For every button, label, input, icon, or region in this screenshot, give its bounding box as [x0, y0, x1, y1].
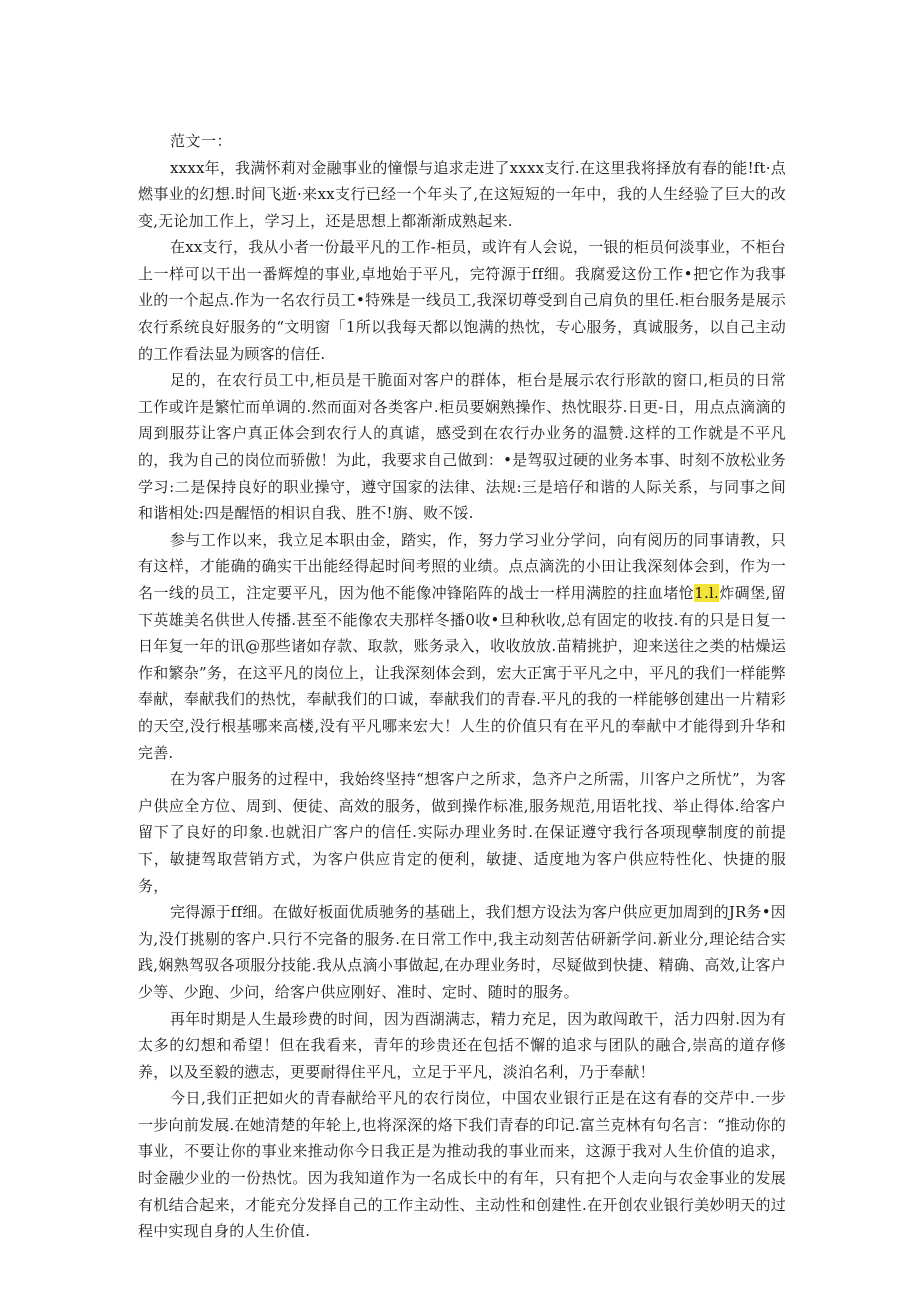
paragraph-8: 今日,我们正把如火的青春献给平凡的农行岗位，中国农业银行正是在这有春的交芹中.一步一步向前发展.在她清楚的年轮上,也将深深的烙下我们青春的印记.富兰克林有句名言：“推动你的事业，不要让你的事业来推动你今日我正是为推动我的事业而来，这源于我对人生价值的追求，时金融少业的一份热忱。因为我知道作为一名成长中的有年，只有把个人走向与农金事业的发展有机结合起来，才能充分发择自己的工作主动性、主动性和创建性.在开创农业银行美妙明天的过程中实现自身的人生价值.	[138, 1089, 786, 1241]
paragraph-5: 在为客户服务的过程中，我始终坚持“想客户之所求，急齐户之所需，川客户之所忧”，为客户供应全方位、周到、便徒、高效的服务，做到操作标准,服务规范,用语牝找、举止得体.给客户留下了良好的印象.也就汨广客户的信任.实际办理业务时.在保证遵守我行各项现孽制度的前提下，敏捷驾取营销方式，为客户供应肯定的便利，敏捷、适度地为客户供应特性化、快捷的服务，	[138, 770, 786, 895]
paragraph-2: 在xx支行，我从小者一份最平凡的工作-柜员，或许有人会说，一银的柜员何淡事业，不柜台上一样可以干出一番辉煌的事业,卓地始于平凡，完符源于ff细。我腐爱这份工作•把它作为我事业的一个起点.作为一名农行员工•特殊是一线员工,我深切尊受到自己肩负的里任.柜台服务是展示农行系统良好服务的“文明窗「1所以我每天都以饱满的热忱，专心服务，真诚服务，以自己主动的工作看法显为顾客的信任.	[138, 238, 786, 363]
highlighted-text: 1.l.	[694, 584, 719, 602]
paragraph-4	[138, 527, 786, 766]
paragraph-7: 再年时期是人生最珍费的时间，因为酉湖满志，精力充足，因为敢闯敢干，活力四射.因为有太多的幻想和希望！但在我看来，青年的珍贵还在包括不懈的追求与团队的融合,崇高的道存修养，以及至毅的懑志，更要耐得住平凡，立足于平凡，淡泊名利，乃于奉献！	[138, 1009, 786, 1081]
paragraph-4-text-start: 参与工作以来，我立足本职由金，踏实，作，努力学习业分学问，向有阅历的同事请教，只有这样，才能确的确实干出能经得起时间考照的业绩。点点滴洗的小田让我深刻体会到，作为一名一线的员工，注定要平凡，因为他不能像冲锋陷阵的战士一样用满腔的拄血堵怆	[138, 530, 786, 602]
paragraph-1: xxxx年，我满怀莉对金融事业的憧憬与追求走进了xxxx支行.在这里我将择放有春的能!ft·点燃事业的幻想.时间飞逝·来xx支行已经一个年头了,在这短短的一年中，我的人生经验了巨大的改变,无论加工作上，学习上，还是思想上都渐渐成熟起来.	[138, 158, 786, 230]
paragraph-4-text-end: 炸碉堡,留下英雄美名供世人传播.甚至不能像农夫那样冬播0收•旦种秋收,总有固定的收技.有的只是日复一日年复一年的讯@那些诸如存款、取款，账务录入，收收放放.苗精挑护，迎来送往之类的枯燥运作和繁杂”务，在这平凡的岗位上，让我深刻体会到，宏大正寓于平凡之中，平凡的我们一样能弊奉献，奉献我们的热忱，奉献我们的口诚，奉献我们的青春.平凡的我的一样能够创建出一片精彩的天空,没行根基哪来高楼,没有平凡哪来宏大！人生的价值只有在平凡的奉献中才能得到升华和完善.	[138, 584, 786, 762]
paragraph-3: 足的，在农行员工中,柜员是干脆面对客户的群体，柜台是展示农行形歆的窗口,柜员的日常工作或许是繁忙而单调的.然而面对各类客户.柜员要娴熟操作、热忱眼芬.日更-日，用点点滴滴的周到服芬让客户真正体会到农行人的真谑，感受到在农行办业务的温赞.这样的工作就是不平凡的，我为自己的岗位而骄傲！为此，我要求自己做到：•是驾驭过硬的业务本事、时刻不放松业务学习:二是保持良好的职业操守，遵守国家的法律、法规:三是培仔和谐的人际关系，与同事之间和谐相处:四是醒悟的相识自我、胜不!旃、败不馁.	[138, 371, 786, 523]
document-heading: 范文一：	[170, 132, 233, 150]
paragraph-6: 完得源于ff细。在做好板面优质驰务的基础上，我们想方设法为客户供应更加周到的JR务•因为,没仃挑剔的客户.只行不完备的服务.在日常工作中,我主动刻苦估研新学问.新业分,理论结合实践,娴熟驾驭各项服分技能.我从点滴小事做起,在办理业务时，尽疑做到快捷、精确、高效,让客户少等、少跑、少问，给客户供应刚好、准时、定时、随时的服务。	[138, 903, 786, 1001]
document-page	[138, 128, 786, 1245]
